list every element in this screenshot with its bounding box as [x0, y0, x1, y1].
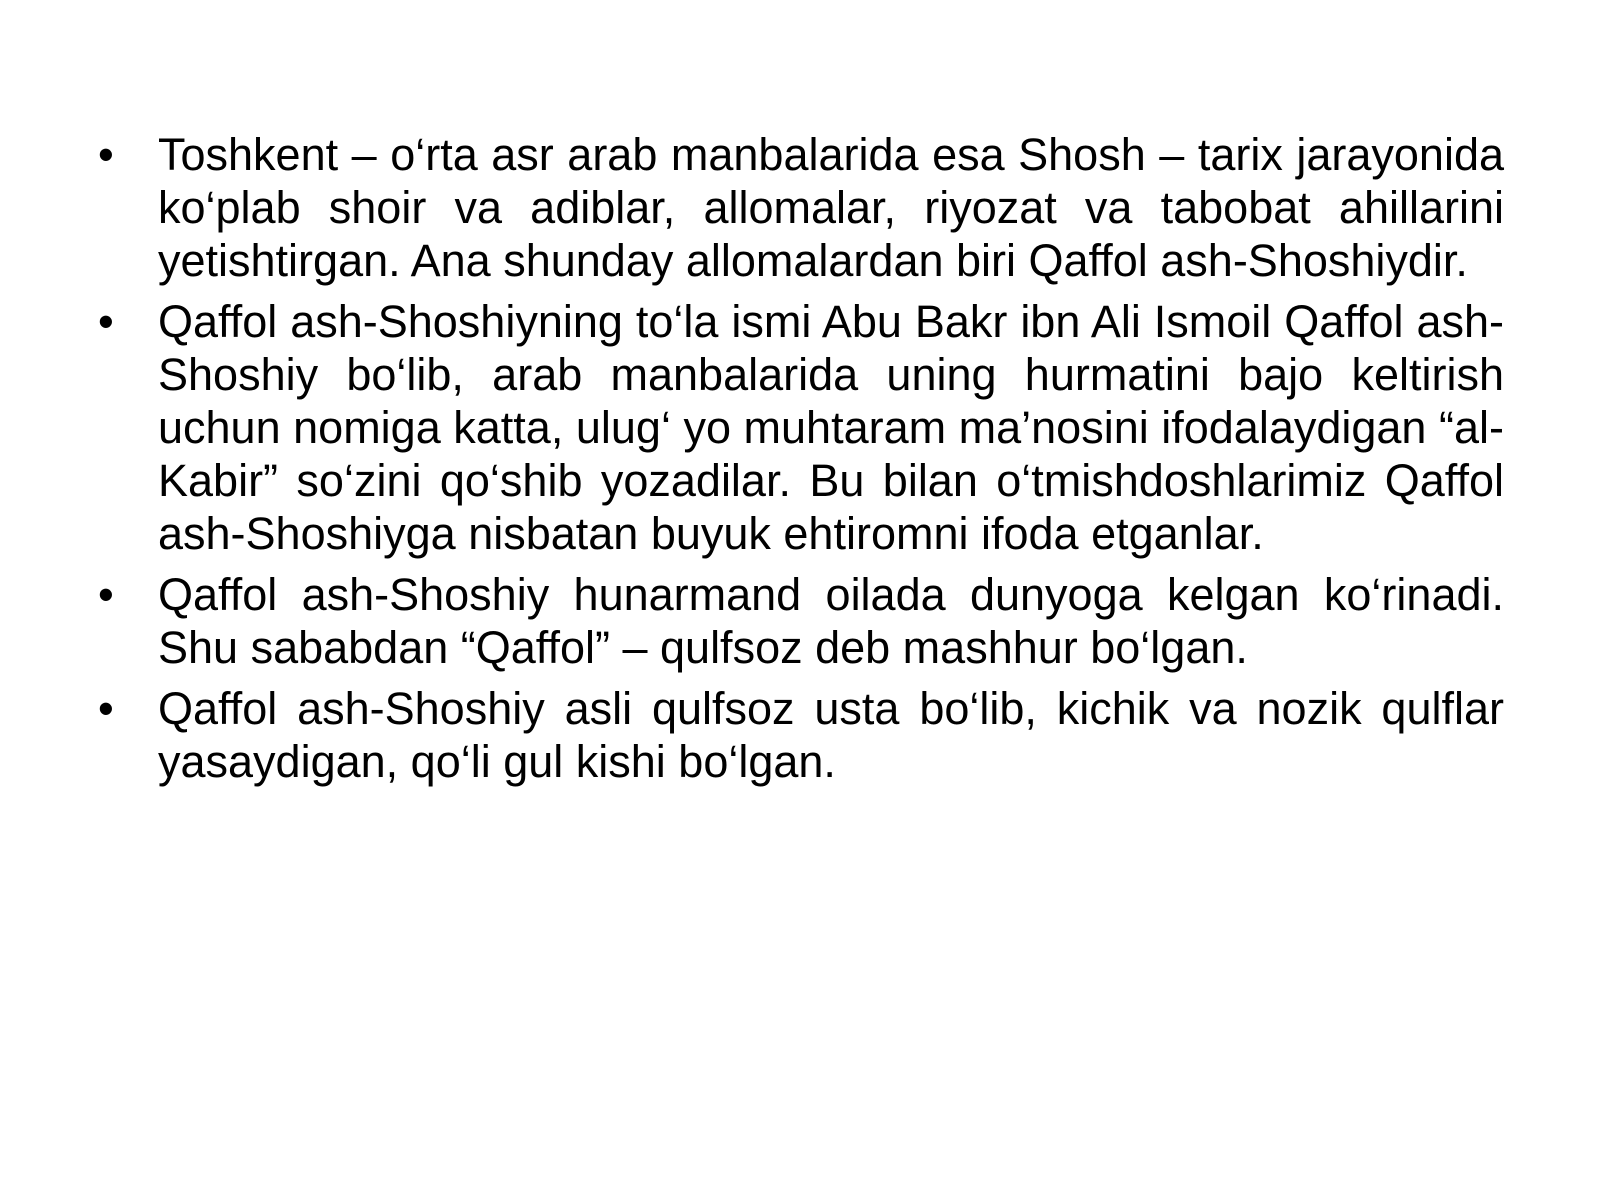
bullet-text: Qaffol ash-Shoshiy hunarmand oilada dunyoga kelgan ko‘rinadi. Shu sababdan “Qaffol” – qulfsoz deb mashhur bo‘lgan. [158, 569, 1504, 673]
bullet-text: Qaffol ash-Shoshiy asli qulfsoz usta bo‘lib, kichik va nozik qulflar yasaydigan, qo‘li gul kishi bo‘lgan. [158, 683, 1504, 787]
bullet-dot-icon: • [98, 683, 114, 734]
bullet-text: Toshkent – o‘rta asr arab manbalarida esa Shosh – tarix jarayonida ko‘plab shoir va adiblar, allomalar, riyozat va tabobat ahillarini yetishtirgan. Ana shunday allomalardan biri Qaffol ash-Shoshiydir. [158, 129, 1504, 286]
bullet-dot-icon: • [98, 129, 114, 180]
bullet-item [98, 128, 1504, 287]
bullet-item [98, 568, 1504, 674]
bullet-dot-icon: • [98, 296, 114, 347]
bullet-item [98, 295, 1504, 560]
bullet-item [98, 682, 1504, 788]
bullet-text: Qaffol ash-Shoshiyning to‘la ismi Abu Bakr ibn Ali Ismoil Qaffol ash-Shoshiy bo‘lib, arab manbalarida uning hurmatini bajo keltirish uchun nomiga katta, ulug‘ yo muhtaram ma’nosini ifodalaydigan “al-Kabir” so‘zini qo‘shib yozadilar. Bu bilan o‘tmishdoshlarimiz Qaffol ash-Shoshiyga nisbatan buyuk ehtiromni ifoda etganlar. [158, 296, 1504, 559]
bullet-list [98, 128, 1504, 796]
bullet-dot-icon: • [98, 569, 114, 620]
